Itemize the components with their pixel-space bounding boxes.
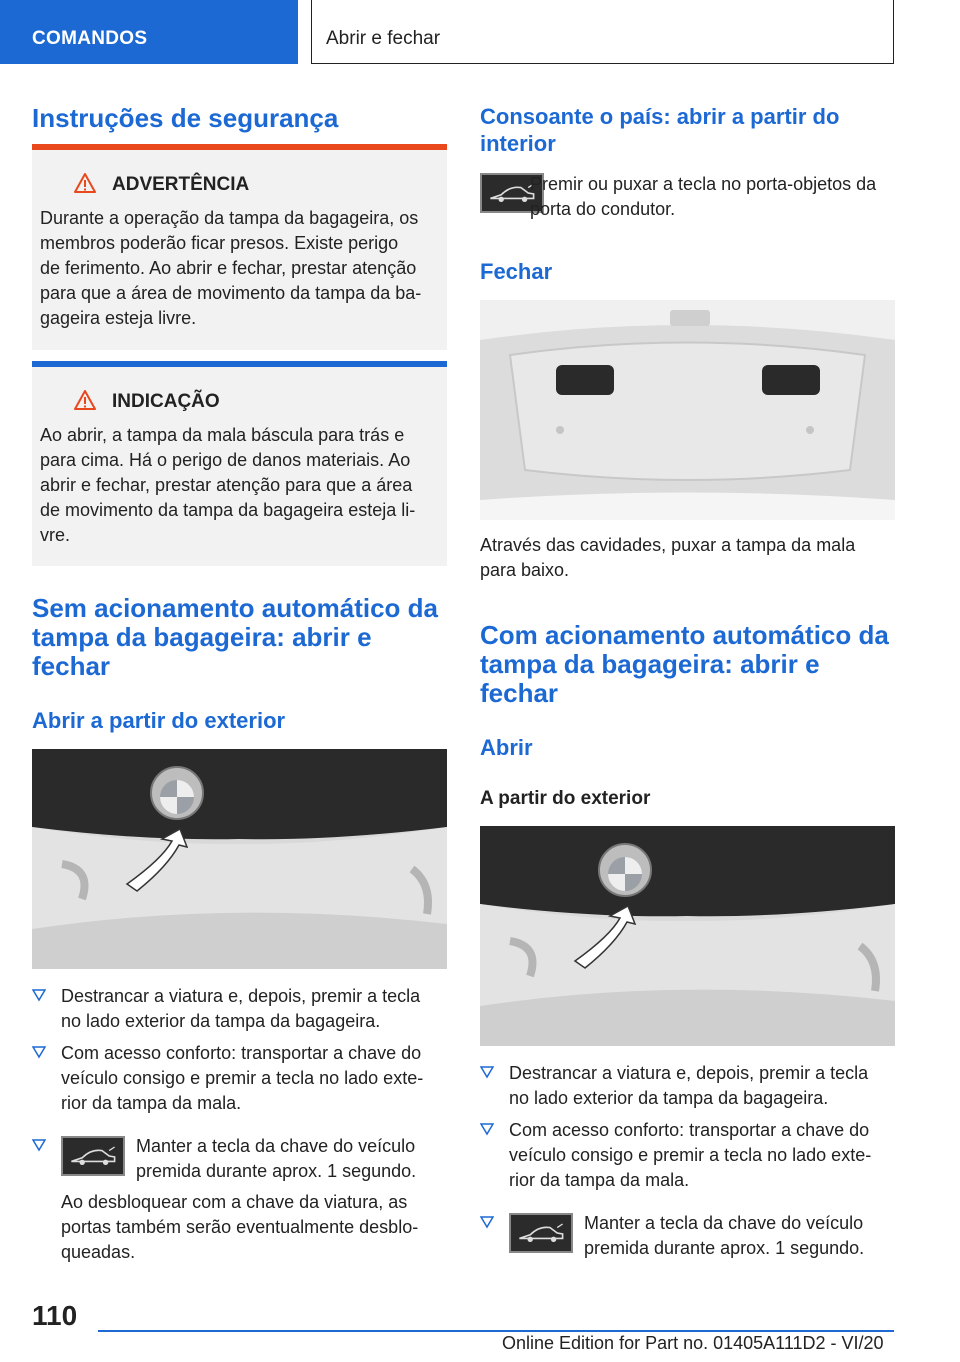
text-line: para baixo.: [480, 560, 570, 580]
list-item-line: premida durante aprox. 1 segundo.: [584, 1238, 865, 1258]
list-item-line: Manter a tecla da chave do veículo: [136, 1136, 416, 1156]
heading-from-exterior: A partir do exterior: [480, 788, 651, 809]
trunk-lid-interior-photo: [480, 300, 895, 520]
bullet-triangle-icon: [32, 1045, 46, 1059]
warning-title: ADVERTÊNCIA: [112, 174, 250, 195]
heading-open: Abrir: [480, 735, 533, 760]
header-section-label: COMANDOS: [32, 28, 148, 49]
list-item-line: Com acesso conforto: transportar a chave do: [61, 1043, 422, 1063]
heading-line: fechar: [32, 651, 111, 681]
page-number: 110: [32, 1300, 78, 1331]
warning-line: membros poderão ficar presos. Existe perigo: [40, 233, 399, 253]
heading-line: fechar: [480, 678, 559, 708]
list-item-line: no lado exterior da tampa da bagageira.: [509, 1088, 829, 1108]
bullet-triangle-icon: [32, 988, 46, 1002]
text-line: Premir ou puxar a tecla no porta-objetos da: [530, 174, 877, 194]
list-item-line: veículo consigo e premir a tecla no lado exte-: [61, 1068, 424, 1088]
footer-divider: [98, 1330, 894, 1332]
notice-line: para cima. Há o perigo de danos materiais. Ao: [40, 450, 411, 470]
header-section-tab: [0, 0, 298, 64]
notice-box: [32, 361, 447, 566]
bullet-triangle-icon: [480, 1215, 494, 1229]
heading-country-interior: [480, 103, 839, 157]
list-item-line: no lado exterior da tampa da bagageira.: [61, 1011, 381, 1031]
warning-line: Durante a operação da tampa da bagageira, os: [40, 208, 419, 228]
heading-open-exterior: Abrir a partir do exterior: [32, 708, 286, 733]
bullet-triangle-icon: [32, 1138, 46, 1152]
car-key-trunk-icon: [509, 1213, 573, 1253]
list-item-line: Destrancar a viatura e, depois, premir a tecla: [509, 1063, 869, 1083]
heading-line: Consoante o país: abrir a partir do: [480, 104, 840, 129]
bullet-triangle-icon: [480, 1122, 494, 1136]
close-text: [480, 533, 895, 583]
heading-line: interior: [480, 131, 556, 156]
car-key-trunk-icon: [61, 1136, 125, 1176]
notice-line: Ao abrir, a tampa da mala báscula para trás e: [40, 425, 405, 445]
heading-line: tampa da bagageira: abrir e: [480, 649, 820, 679]
list-item-line: Manter a tecla da chave do veículo: [584, 1213, 864, 1233]
key-unlock-note: [61, 1190, 451, 1265]
text-line: Através das cavidades, puxar a tampa da mala: [480, 535, 856, 555]
heading-auto: [480, 621, 889, 708]
warning-text: [40, 206, 439, 331]
bullet-triangle-icon: [480, 1065, 494, 1079]
country-text: [530, 172, 896, 222]
heading-line: tampa da bagageira: abrir e: [32, 622, 372, 652]
notice-line: vre.: [40, 525, 71, 545]
list-item-line: premida durante aprox. 1 segundo.: [136, 1161, 417, 1181]
trunk-exterior-photo: [32, 749, 447, 969]
warning-box: [32, 144, 447, 350]
trunk-exterior-photo-2: [480, 826, 895, 1046]
heading-no-auto: [32, 594, 438, 681]
list-item-line: Destrancar a viatura e, depois, premir a tecla: [61, 986, 421, 1006]
header-topic-label: Abrir e fechar: [326, 28, 441, 49]
heading-close: Fechar: [480, 259, 553, 284]
note-line: queadas.: [61, 1242, 136, 1262]
heading-safety: Instruções de segurança: [32, 103, 339, 133]
warning-line: gageira esteja livre.: [40, 308, 197, 328]
note-line: portas também serão eventualmente desblo-: [61, 1217, 419, 1237]
notice-text: [40, 423, 439, 548]
text-line: porta do condutor.: [530, 199, 676, 219]
notice-bar: [32, 361, 447, 367]
list-item-line: rior da tampa da mala.: [61, 1093, 242, 1113]
heading-line: Com acionamento automático da: [480, 620, 889, 650]
header-topic-tab: [311, 0, 894, 64]
list-item-line: rior da tampa da mala.: [509, 1170, 690, 1190]
notice-line: abrir e fechar, prestar atenção para que a área: [40, 475, 413, 495]
warning-line: para que a área de movimento da tampa da ba-: [40, 283, 422, 303]
notice-line: de movimento da tampa da bagageira esteja li-: [40, 500, 416, 520]
list-item-line: Com acesso conforto: transportar a chave do: [509, 1120, 870, 1140]
warning-line: de ferimento. Ao abrir e fechar, prestar atenção: [40, 258, 417, 278]
note-line: Ao desbloquear com a chave da viatura, as: [61, 1192, 408, 1212]
warning-triangle-icon: [74, 172, 96, 194]
notice-title: INDICAÇÃO: [112, 391, 220, 412]
edition-text: Online Edition for Part no. 01405A111D2 - VI/20: [502, 1333, 884, 1353]
notice-triangle-icon: [74, 389, 96, 411]
list-item-line: veículo consigo e premir a tecla no lado exte-: [509, 1145, 872, 1165]
warning-bar: [32, 144, 447, 150]
heading-line: Sem acionamento automático da: [32, 593, 438, 623]
